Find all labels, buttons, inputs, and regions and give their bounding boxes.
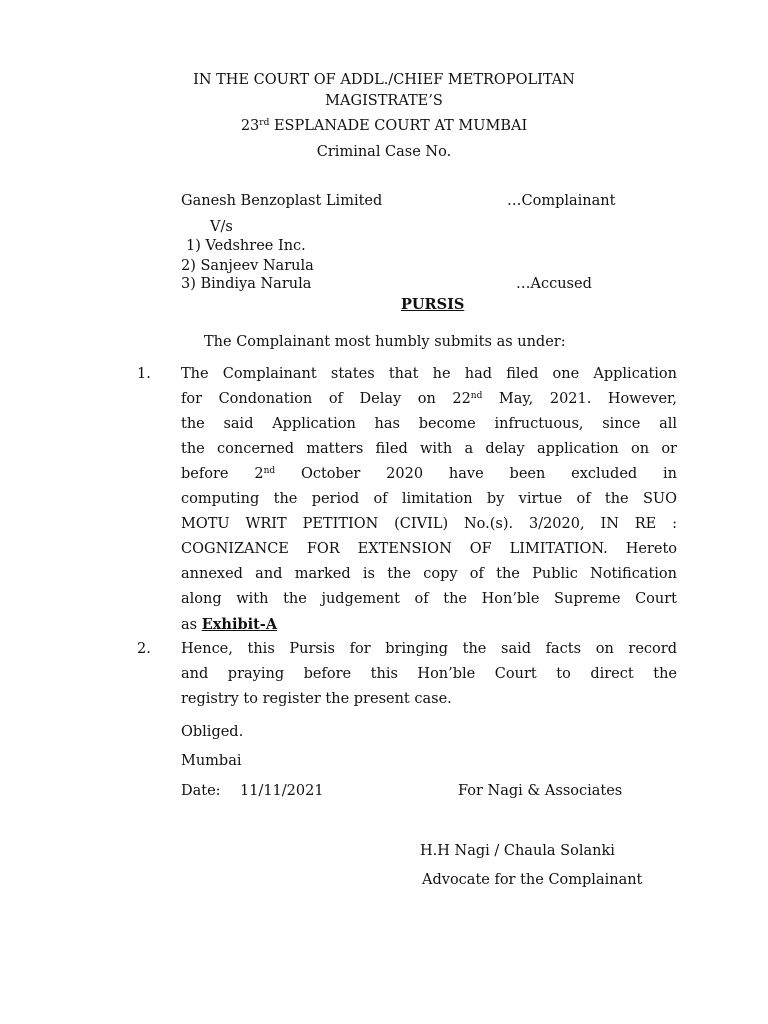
- p1-line: for Condonation of Delay on 22nd May, 2021. However,: [181, 391, 677, 407]
- intro-text: The Complainant most humbly submits as under:: [204, 334, 566, 350]
- complainant-name: Ganesh Benzoplast Limited: [181, 193, 383, 209]
- signatory-designation: Advocate for the Complainant: [422, 872, 643, 888]
- accused-1: 1) Vedshree Inc.: [186, 238, 306, 254]
- paragraph-1: [181, 362, 677, 637]
- court-title-line2: MAGISTRATE’S: [325, 93, 443, 109]
- court-title-line1: IN THE COURT OF ADDL./CHIEF METROPOLITAN: [193, 72, 575, 88]
- p1-line: COGNIZANCE FOR EXTENSION OF LIMITATION. Hereto: [181, 541, 677, 557]
- p2-line: Hence, this Pursis for bringing the said facts on record: [181, 641, 677, 657]
- versus: V/s: [210, 219, 233, 235]
- paragraph-2-number: 2.: [137, 641, 151, 657]
- p1-line: computing the period of limitation by virtue of the SUO: [181, 491, 677, 507]
- p1-line: the concerned matters filed with a delay application on or: [181, 441, 677, 457]
- document-title: PURSIS: [401, 296, 465, 313]
- paragraph-1-number: 1.: [137, 366, 151, 382]
- accused-role: …Accused: [516, 276, 592, 292]
- accused-3: 3) Bindiya Narula: [181, 276, 312, 292]
- p1-line: as Exhibit-A: [181, 616, 278, 633]
- date-value: 11/11/2021: [240, 783, 324, 799]
- complainant-role: …Complainant: [507, 193, 616, 209]
- firm-name: For Nagi & Associates: [458, 783, 623, 799]
- p1-line: along with the judgement of the Hon’ble Supreme Court: [181, 591, 677, 607]
- obliged-text: Obliged.: [181, 724, 244, 740]
- p1-line: before 2nd October 2020 have been excluded in: [181, 466, 678, 482]
- case-number: Criminal Case No.: [316, 144, 452, 160]
- accused-2: 2) Sanjeev Narula: [181, 258, 314, 274]
- p1-line: annexed and marked is the copy of the Public Notification: [181, 566, 677, 582]
- p1-line: MOTU WRIT PETITION (CIVIL) No.(s). 3/2020, IN RE :: [181, 516, 677, 532]
- paragraph-2: [181, 637, 677, 712]
- p2-line: and praying before this Hon’ble Court to direct the: [181, 666, 677, 682]
- signatory-names: H.H Nagi / Chaula Solanki: [420, 843, 615, 859]
- date-label: Date:: [181, 783, 221, 799]
- place-text: Mumbai: [181, 753, 242, 769]
- p1-line: the said Application has become infructuous, since all: [181, 416, 677, 432]
- court-title-line3: 23rd ESPLANADE COURT AT MUMBAI: [240, 118, 528, 134]
- p2-line: registry to register the present case.: [181, 691, 452, 707]
- exhibit-reference: Exhibit-A: [201, 616, 278, 633]
- p1-line: The Complainant states that he had filed one Application: [181, 366, 677, 382]
